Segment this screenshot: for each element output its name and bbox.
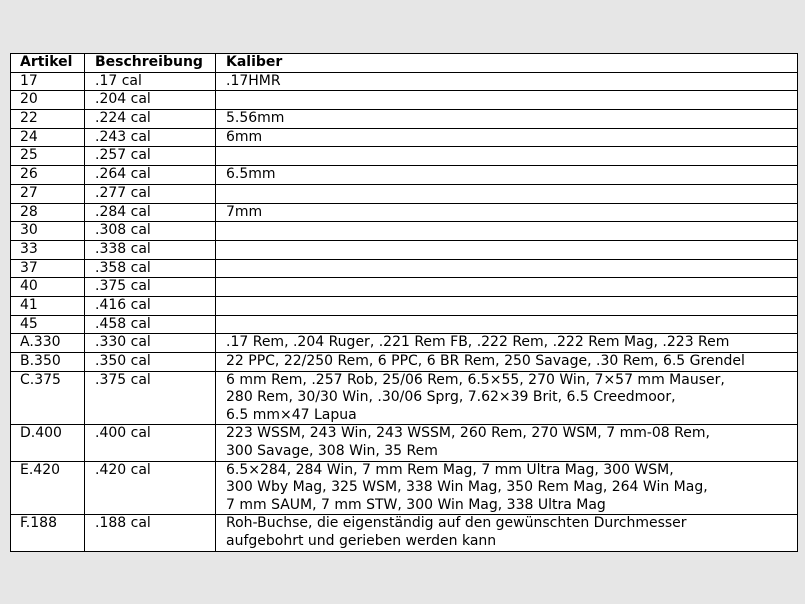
cell-beschreibung: .350 cal xyxy=(85,353,216,372)
kaliber-line: 6.5×284, 284 Win, 7 mm Rem Mag, 7 mm Ultra Mag, 300 WSM, xyxy=(226,461,674,478)
cell-artikel: 27 xyxy=(11,184,85,203)
cell-kaliber xyxy=(216,515,798,551)
caliber-table xyxy=(10,53,798,552)
table-row xyxy=(11,515,798,551)
cell-kaliber xyxy=(216,147,798,166)
kaliber-line: 7mm xyxy=(226,203,263,220)
kaliber-line xyxy=(226,278,793,296)
kaliber-line: 6.5mm xyxy=(226,166,276,183)
kaliber-line: 7 mm SAUM, 7 mm STW, 300 Win Mag, 338 Ultra Mag xyxy=(226,496,606,513)
cell-artikel: 41 xyxy=(11,296,85,315)
kaliber-line xyxy=(226,260,793,278)
cell-kaliber xyxy=(216,296,798,315)
table-row xyxy=(11,203,798,222)
header-kaliber: Kaliber xyxy=(216,54,798,73)
cell-beschreibung: .188 cal xyxy=(85,515,216,551)
table-row xyxy=(11,128,798,147)
table-row xyxy=(11,240,798,259)
table-row xyxy=(11,110,798,129)
cell-artikel: A.330 xyxy=(11,334,85,353)
cell-beschreibung: .400 cal xyxy=(85,425,216,461)
kaliber-line xyxy=(226,147,793,165)
cell-kaliber xyxy=(216,110,798,129)
kaliber-line xyxy=(226,222,793,240)
cell-artikel: 17 xyxy=(11,72,85,91)
kaliber-line: 6 mm Rem, .257 Rob, 25/06 Rem, 6.5×55, 270 Win, 7×57 mm Mauser, xyxy=(226,371,725,388)
table-row xyxy=(11,184,798,203)
cell-beschreibung: .416 cal xyxy=(85,296,216,315)
cell-beschreibung: .375 cal xyxy=(85,371,216,425)
cell-beschreibung: .308 cal xyxy=(85,222,216,241)
kaliber-line xyxy=(226,241,793,259)
cell-artikel: 26 xyxy=(11,166,85,185)
cell-artikel: B.350 xyxy=(11,353,85,372)
table-row xyxy=(11,166,798,185)
table-row xyxy=(11,296,798,315)
kaliber-line: 22 PPC, 22/250 Rem, 6 PPC, 6 BR Rem, 250 Savage, .30 Rem, 6.5 Grendel xyxy=(226,353,745,369)
cell-kaliber xyxy=(216,91,798,110)
cell-kaliber xyxy=(216,203,798,222)
kaliber-line: 223 WSSM, 243 Win, 243 WSSM, 260 Rem, 270 WSM, 7 mm-08 Rem, xyxy=(226,425,710,442)
cell-beschreibung: .204 cal xyxy=(85,91,216,110)
header-artikel: Artikel xyxy=(11,54,85,73)
kaliber-line: 300 Savage, 308 Win, 35 Rem xyxy=(226,443,438,460)
cell-beschreibung: .375 cal xyxy=(85,278,216,297)
table-row xyxy=(11,222,798,241)
table-row xyxy=(11,278,798,297)
cell-beschreibung: .277 cal xyxy=(85,184,216,203)
table-row xyxy=(11,371,798,425)
table-row xyxy=(11,91,798,110)
cell-beschreibung: .257 cal xyxy=(85,147,216,166)
cell-beschreibung: .224 cal xyxy=(85,110,216,129)
cell-artikel: C.375 xyxy=(11,371,85,425)
cell-beschreibung: .284 cal xyxy=(85,203,216,222)
cell-kaliber xyxy=(216,278,798,297)
table-row xyxy=(11,334,798,353)
cell-kaliber xyxy=(216,315,798,334)
table-row xyxy=(11,425,798,461)
kaliber-line: 5.56mm xyxy=(226,110,285,127)
cell-beschreibung: .458 cal xyxy=(85,315,216,334)
cell-artikel: 20 xyxy=(11,91,85,110)
kaliber-line: 6mm xyxy=(226,128,263,145)
kaliber-line: .17 Rem, .204 Ruger, .221 Rem FB, .222 Rem, .222 Rem Mag, .223 Rem xyxy=(226,334,730,351)
kaliber-line: Roh-Buchse, die eigenständig auf den gewünschten Durchmesser xyxy=(226,515,687,532)
cell-kaliber xyxy=(216,371,798,425)
kaliber-line: 280 Rem, 30/30 Win, .30/06 Sprg, 7.62×39 Brit, 6.5 Creedmoor, xyxy=(226,389,676,406)
cell-beschreibung: .330 cal xyxy=(85,334,216,353)
table-row xyxy=(11,315,798,334)
header-beschreibung: Beschreibung xyxy=(85,54,216,73)
cell-kaliber xyxy=(216,240,798,259)
cell-kaliber xyxy=(216,461,798,515)
kaliber-line: 6.5 mm×47 Lapua xyxy=(226,406,357,423)
table-row xyxy=(11,353,798,372)
cell-artikel: 28 xyxy=(11,203,85,222)
cell-artikel: 40 xyxy=(11,278,85,297)
cell-kaliber xyxy=(216,72,798,91)
kaliber-line: 300 Wby Mag, 325 WSM, 338 Win Mag, 350 Rem Mag, 264 Win Mag, xyxy=(226,479,708,496)
kaliber-line xyxy=(226,316,793,334)
cell-beschreibung: .420 cal xyxy=(85,461,216,515)
caliber-table-sheet xyxy=(10,53,797,552)
cell-artikel: D.400 xyxy=(11,425,85,461)
kaliber-line xyxy=(226,185,793,203)
kaliber-line xyxy=(226,297,793,315)
kaliber-line: .17HMR xyxy=(226,72,281,89)
table-body xyxy=(11,72,798,551)
cell-beschreibung: .358 cal xyxy=(85,259,216,278)
cell-artikel: F.188 xyxy=(11,515,85,551)
table-row xyxy=(11,147,798,166)
cell-beschreibung: .264 cal xyxy=(85,166,216,185)
cell-artikel: 25 xyxy=(11,147,85,166)
cell-kaliber xyxy=(216,128,798,147)
cell-artikel: 22 xyxy=(11,110,85,129)
cell-kaliber xyxy=(216,166,798,185)
table-row xyxy=(11,72,798,91)
table-row xyxy=(11,259,798,278)
kaliber-line xyxy=(226,91,793,109)
cell-beschreibung: .17 cal xyxy=(85,72,216,91)
cell-kaliber xyxy=(216,259,798,278)
cell-artikel: 45 xyxy=(11,315,85,334)
cell-kaliber xyxy=(216,184,798,203)
kaliber-line: aufgebohrt und gerieben werden kann xyxy=(226,533,497,550)
cell-artikel: 37 xyxy=(11,259,85,278)
cell-kaliber xyxy=(216,222,798,241)
cell-beschreibung: .338 cal xyxy=(85,240,216,259)
cell-kaliber xyxy=(216,334,798,353)
cell-kaliber xyxy=(216,425,798,461)
cell-beschreibung: .243 cal xyxy=(85,128,216,147)
table-header-row xyxy=(11,54,798,73)
cell-artikel: 24 xyxy=(11,128,85,147)
cell-artikel: E.420 xyxy=(11,461,85,515)
table-row xyxy=(11,461,798,515)
cell-artikel: 30 xyxy=(11,222,85,241)
cell-artikel: 33 xyxy=(11,240,85,259)
cell-kaliber xyxy=(216,353,798,372)
